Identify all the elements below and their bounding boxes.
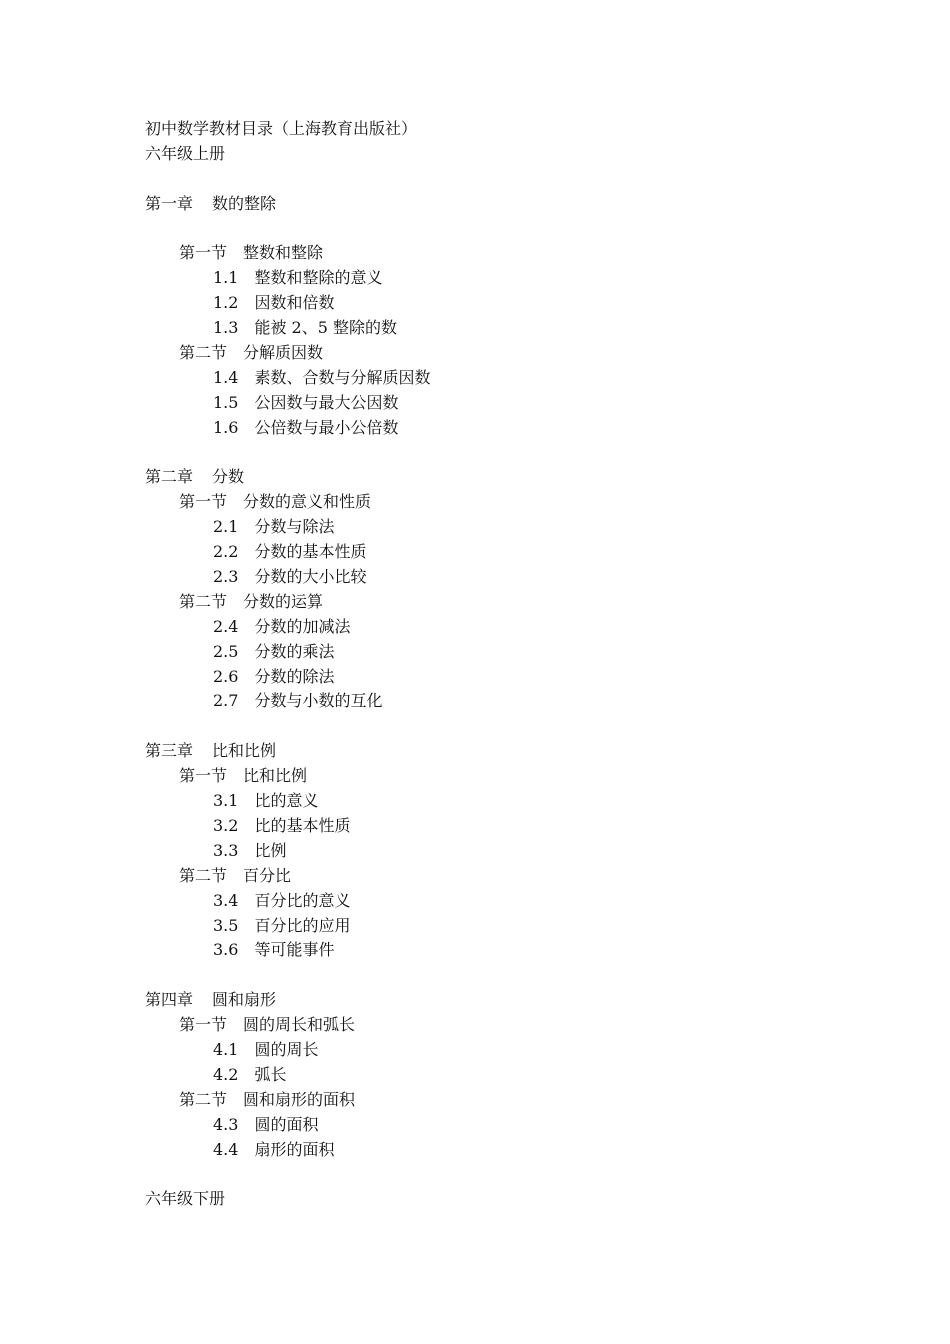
item-number: 1.2 xyxy=(213,293,239,313)
list-item xyxy=(145,416,905,441)
chapter-heading xyxy=(145,465,905,490)
section-title: 圆的周长和弧长 xyxy=(243,1015,356,1035)
item-number: 4.1 xyxy=(213,1039,239,1059)
item-number: 2.2 xyxy=(213,542,239,562)
section-heading xyxy=(145,1013,905,1038)
item-number: 2.4 xyxy=(213,616,239,636)
blank-line xyxy=(145,714,905,739)
chapter-title: 圆和扇形 xyxy=(212,990,277,1010)
list-item xyxy=(145,689,905,714)
blank-line xyxy=(145,963,905,988)
section-heading xyxy=(145,764,905,789)
volume-heading: 六年级下册 xyxy=(145,1189,226,1209)
blank-line xyxy=(145,1162,905,1187)
list-item xyxy=(145,565,905,590)
list-item xyxy=(145,266,905,291)
section-title: 分解质因数 xyxy=(243,343,324,363)
chapter-label: 第三章 xyxy=(145,741,194,761)
list-item xyxy=(145,665,905,690)
item-title: 整数和整除的意义 xyxy=(254,268,383,288)
item-number: 3.5 xyxy=(213,915,239,935)
item-number: 3.1 xyxy=(213,791,239,811)
section-label: 第二节 xyxy=(179,1089,228,1109)
list-item xyxy=(145,515,905,540)
blank-line xyxy=(145,217,905,242)
section-label: 第二节 xyxy=(179,865,228,885)
chapter-title: 数的整除 xyxy=(212,193,277,213)
blank-line xyxy=(145,441,905,466)
list-item xyxy=(145,839,905,864)
list-item xyxy=(145,914,905,939)
list-item xyxy=(145,1138,905,1163)
section-heading xyxy=(145,241,905,266)
list-item xyxy=(145,938,905,963)
item-title: 公倍数与最小公倍数 xyxy=(254,417,399,437)
list-item xyxy=(145,640,905,665)
item-number: 1.1 xyxy=(213,268,239,288)
item-title: 公因数与最大公因数 xyxy=(254,392,399,412)
chapter-label: 第四章 xyxy=(145,990,194,1010)
item-number: 1.6 xyxy=(213,417,239,437)
section-label: 第一节 xyxy=(179,243,228,263)
item-title: 弧长 xyxy=(254,1064,287,1084)
item-number: 2.7 xyxy=(213,691,239,711)
item-title: 分数与除法 xyxy=(254,517,335,537)
chapter-heading xyxy=(145,192,905,217)
chapter-heading xyxy=(145,739,905,764)
item-title: 比的意义 xyxy=(254,791,319,811)
list-item xyxy=(145,316,905,341)
item-title: 百分比的应用 xyxy=(254,915,351,935)
chapter-label: 第二章 xyxy=(145,467,194,487)
item-number: 4.3 xyxy=(213,1114,239,1134)
section-title: 比和比例 xyxy=(243,766,308,786)
list-item xyxy=(145,814,905,839)
item-title: 比的基本性质 xyxy=(254,815,351,835)
chapter-title: 比和比例 xyxy=(212,741,277,761)
item-number: 4.4 xyxy=(213,1139,239,1159)
item-number: 2.3 xyxy=(213,567,239,587)
item-title: 因数和倍数 xyxy=(254,293,335,313)
item-title: 圆的面积 xyxy=(254,1114,319,1134)
item-number: 1.5 xyxy=(213,392,239,412)
section-label: 第一节 xyxy=(179,492,228,512)
item-number: 2.5 xyxy=(213,641,239,661)
blank-line xyxy=(145,167,905,192)
chapter-title: 分数 xyxy=(212,467,245,487)
item-number: 4.2 xyxy=(213,1064,239,1084)
item-title: 分数的大小比较 xyxy=(254,567,367,587)
table-of-contents xyxy=(145,142,905,1212)
item-title: 分数的基本性质 xyxy=(254,542,367,562)
item-number: 3.2 xyxy=(213,815,239,835)
document-title: 初中数学教材目录（上海教育出版社） xyxy=(145,119,418,138)
item-title: 百分比的意义 xyxy=(254,890,351,910)
list-item xyxy=(145,1038,905,1063)
item-title: 分数的除法 xyxy=(254,666,335,686)
section-heading xyxy=(145,341,905,366)
section-title: 分数的意义和性质 xyxy=(243,492,372,512)
list-item xyxy=(145,291,905,316)
list-item xyxy=(145,540,905,565)
section-title: 整数和整除 xyxy=(243,243,324,263)
section-label: 第二节 xyxy=(179,343,228,363)
item-number: 2.1 xyxy=(213,517,239,537)
section-label: 第一节 xyxy=(179,1015,228,1035)
item-number: 3.4 xyxy=(213,890,239,910)
section-title: 圆和扇形的面积 xyxy=(243,1089,356,1109)
section-label: 第二节 xyxy=(179,591,228,611)
section-heading xyxy=(145,1088,905,1113)
item-number: 3.3 xyxy=(213,840,239,860)
item-title: 能被 2、5 整除的数 xyxy=(254,318,397,338)
item-number: 2.6 xyxy=(213,666,239,686)
section-title: 百分比 xyxy=(243,865,292,885)
section-title: 分数的运算 xyxy=(243,591,324,611)
section-heading xyxy=(145,490,905,515)
list-item xyxy=(145,615,905,640)
chapter-heading xyxy=(145,988,905,1013)
item-title: 比例 xyxy=(254,840,287,860)
item-title: 扇形的面积 xyxy=(254,1139,335,1159)
list-item xyxy=(145,391,905,416)
item-title: 分数的乘法 xyxy=(254,641,335,661)
item-number: 1.3 xyxy=(213,318,239,338)
item-number: 3.6 xyxy=(213,940,239,960)
list-item xyxy=(145,789,905,814)
list-item xyxy=(145,889,905,914)
item-title: 等可能事件 xyxy=(254,940,335,960)
section-label: 第一节 xyxy=(179,766,228,786)
volume-heading: 六年级上册 xyxy=(145,143,226,163)
section-heading xyxy=(145,864,905,889)
item-title: 素数、合数与分解质因数 xyxy=(254,367,431,387)
list-item xyxy=(145,1063,905,1088)
item-title: 分数与小数的互化 xyxy=(254,691,383,711)
list-item xyxy=(145,1113,905,1138)
item-title: 分数的加减法 xyxy=(254,616,351,636)
item-title: 圆的周长 xyxy=(254,1039,319,1059)
list-item xyxy=(145,366,905,391)
section-heading xyxy=(145,590,905,615)
item-number: 1.4 xyxy=(213,367,239,387)
chapter-label: 第一章 xyxy=(145,193,194,213)
document-body xyxy=(145,117,905,1212)
